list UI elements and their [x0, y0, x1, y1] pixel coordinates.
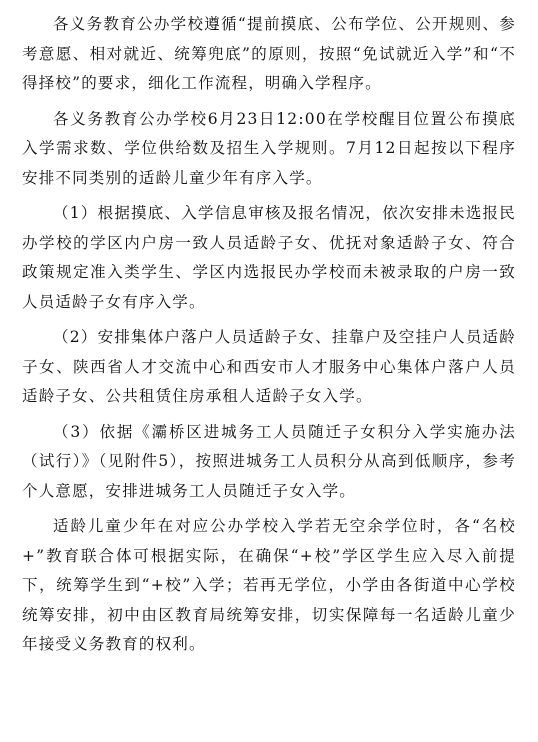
- paragraph-step-3: （3）依据《灞桥区进城务工人员随迁子女积分入学实施办法（试行）》（见附件5），按照进城务工人员积分从高到低顺序，参考个人意愿，安排进城务工人员随迁子女入学。: [22, 422, 516, 500]
- paragraph-schedule: 各义务教育公办学校6月23日12:00在学校醒目位置公布摸底入学需求数、学位供给数及招生入学规则。7月12日起按以下程序安排不同类别的适龄儿童少年有序入学。: [22, 109, 516, 187]
- paragraph-principles: 各义务教育公办学校遵循“提前摸底、公布学位、公开规则、参考意愿、相对就近、统筹兜底”的原则，按照“免试就近入学”和“不得择校”的要求，细化工作流程，明确入学程序。: [22, 15, 516, 92]
- paragraph-overflow-arrangement: 适龄儿童少年在对应公办学校入学若无空余学位时，各“名校+”教育联合体可根据实际，在确保“+校”学区学生应入尽入前提下，统筹学生到“+校”入学；若再无学位，小学由各街道中心学校统筹安排，初中由区教育局统筹安排，切实保障每一名适龄儿童少年接受义务教育的权利。: [22, 517, 516, 653]
- paragraph-step-2: （2）安排集体户落户人员适龄子女、挂靠户及空挂户人员适龄子女、陕西省人才交流中心和西安市人才服务中心集体户落户人员适龄子女、公共租赁住房承租人适龄子女入学。: [22, 328, 516, 405]
- paragraph-step-1: （1）根据摸底、入学信息审核及报名情况，依次安排未选报民办学校的学区内户房一致人员适龄子女、优抚对象适龄子女、符合政策规定准入类学生、学区内选报民办学校而未被录取的户房一致人员适龄子女有序入学。: [22, 204, 516, 311]
